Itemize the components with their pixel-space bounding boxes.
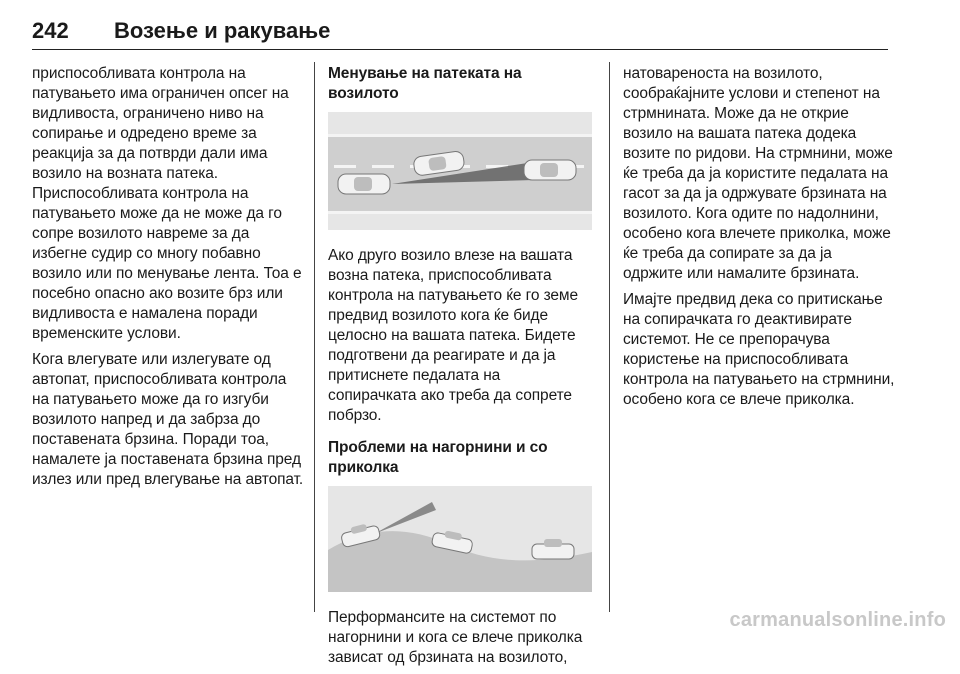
paragraph: Ако друго возило влезе на вашата возна патека, приспособливата контрола на патувањето ќе го земе предвид возилото кога ќе биде целосно на вашата патека. Бидете подготвени да реагирате и да ја притиснете педалата на сопирачката ако треба да сопрете побрзо. xyxy=(328,247,578,424)
column-divider xyxy=(609,62,610,612)
car-rear-icon xyxy=(338,174,390,194)
paragraph: Перформансите на системот по нагорнини и кога се влече приколка зависат од брзината на возилото, xyxy=(328,609,583,666)
page-number: 242 xyxy=(32,18,69,43)
column-left xyxy=(32,64,304,496)
column-middle xyxy=(328,64,592,674)
paragraph: натовареноста на возилото, сообраќајните услови и степенот на стрмнината. Може да не открие возило на вашата патека додека возите по ридови. На стрмнини, може ќе треба да ја користите педалата на гасот за да ја одржувате брзината на возилото. Кога одите по надолнини, особено кога влечете приколка, може ќе треба да сопирате за да ја одржите или намалите брзината. xyxy=(623,65,893,282)
section-heading-lane-change: Менување на патеката на возилото xyxy=(328,65,522,102)
hill-trailer-illustration xyxy=(328,486,592,592)
watermark: carmanualsonline.info xyxy=(729,609,946,631)
paragraph: приспособливата контрола на патувањето има ограничен опсег на видливоста, ограничено ниво на сопирање и одредено време за реакција за да потврди дали има возило на возната патека. Приспособливата контрола на патувањето може да не може да го сопре возилото навреме за да избегне судир со многу побавно возило или по менување лента. Тоа е посебно опасно ако возите брз или видливоста е намалена поради временските услови. xyxy=(32,65,302,342)
car-front-icon xyxy=(524,160,576,180)
paragraph: Имајте предвид дека со притискање на сопирачката го деактивирате системот. Не се препорачува користење на приспособливата контрола на патувањето на стрмнини, особено кога се влече приколка. xyxy=(623,291,895,408)
page-header xyxy=(32,14,888,50)
section-heading-hills-trailer: Проблеми на нагорнини и со приколка xyxy=(328,439,548,476)
column-divider xyxy=(314,62,315,612)
column-right xyxy=(623,64,895,416)
paragraph: Кога влегувате или излегувате од автопат, приспособливата контрола на патувањето може да го изгуби возилото напред и да забрза до поставената брзина. Поради тоа, намалете ја поставената брзина пред излез или пред влегување на автопат. xyxy=(32,351,304,488)
lane-change-illustration xyxy=(328,112,592,230)
page-title: Возење и ракување xyxy=(114,18,331,43)
